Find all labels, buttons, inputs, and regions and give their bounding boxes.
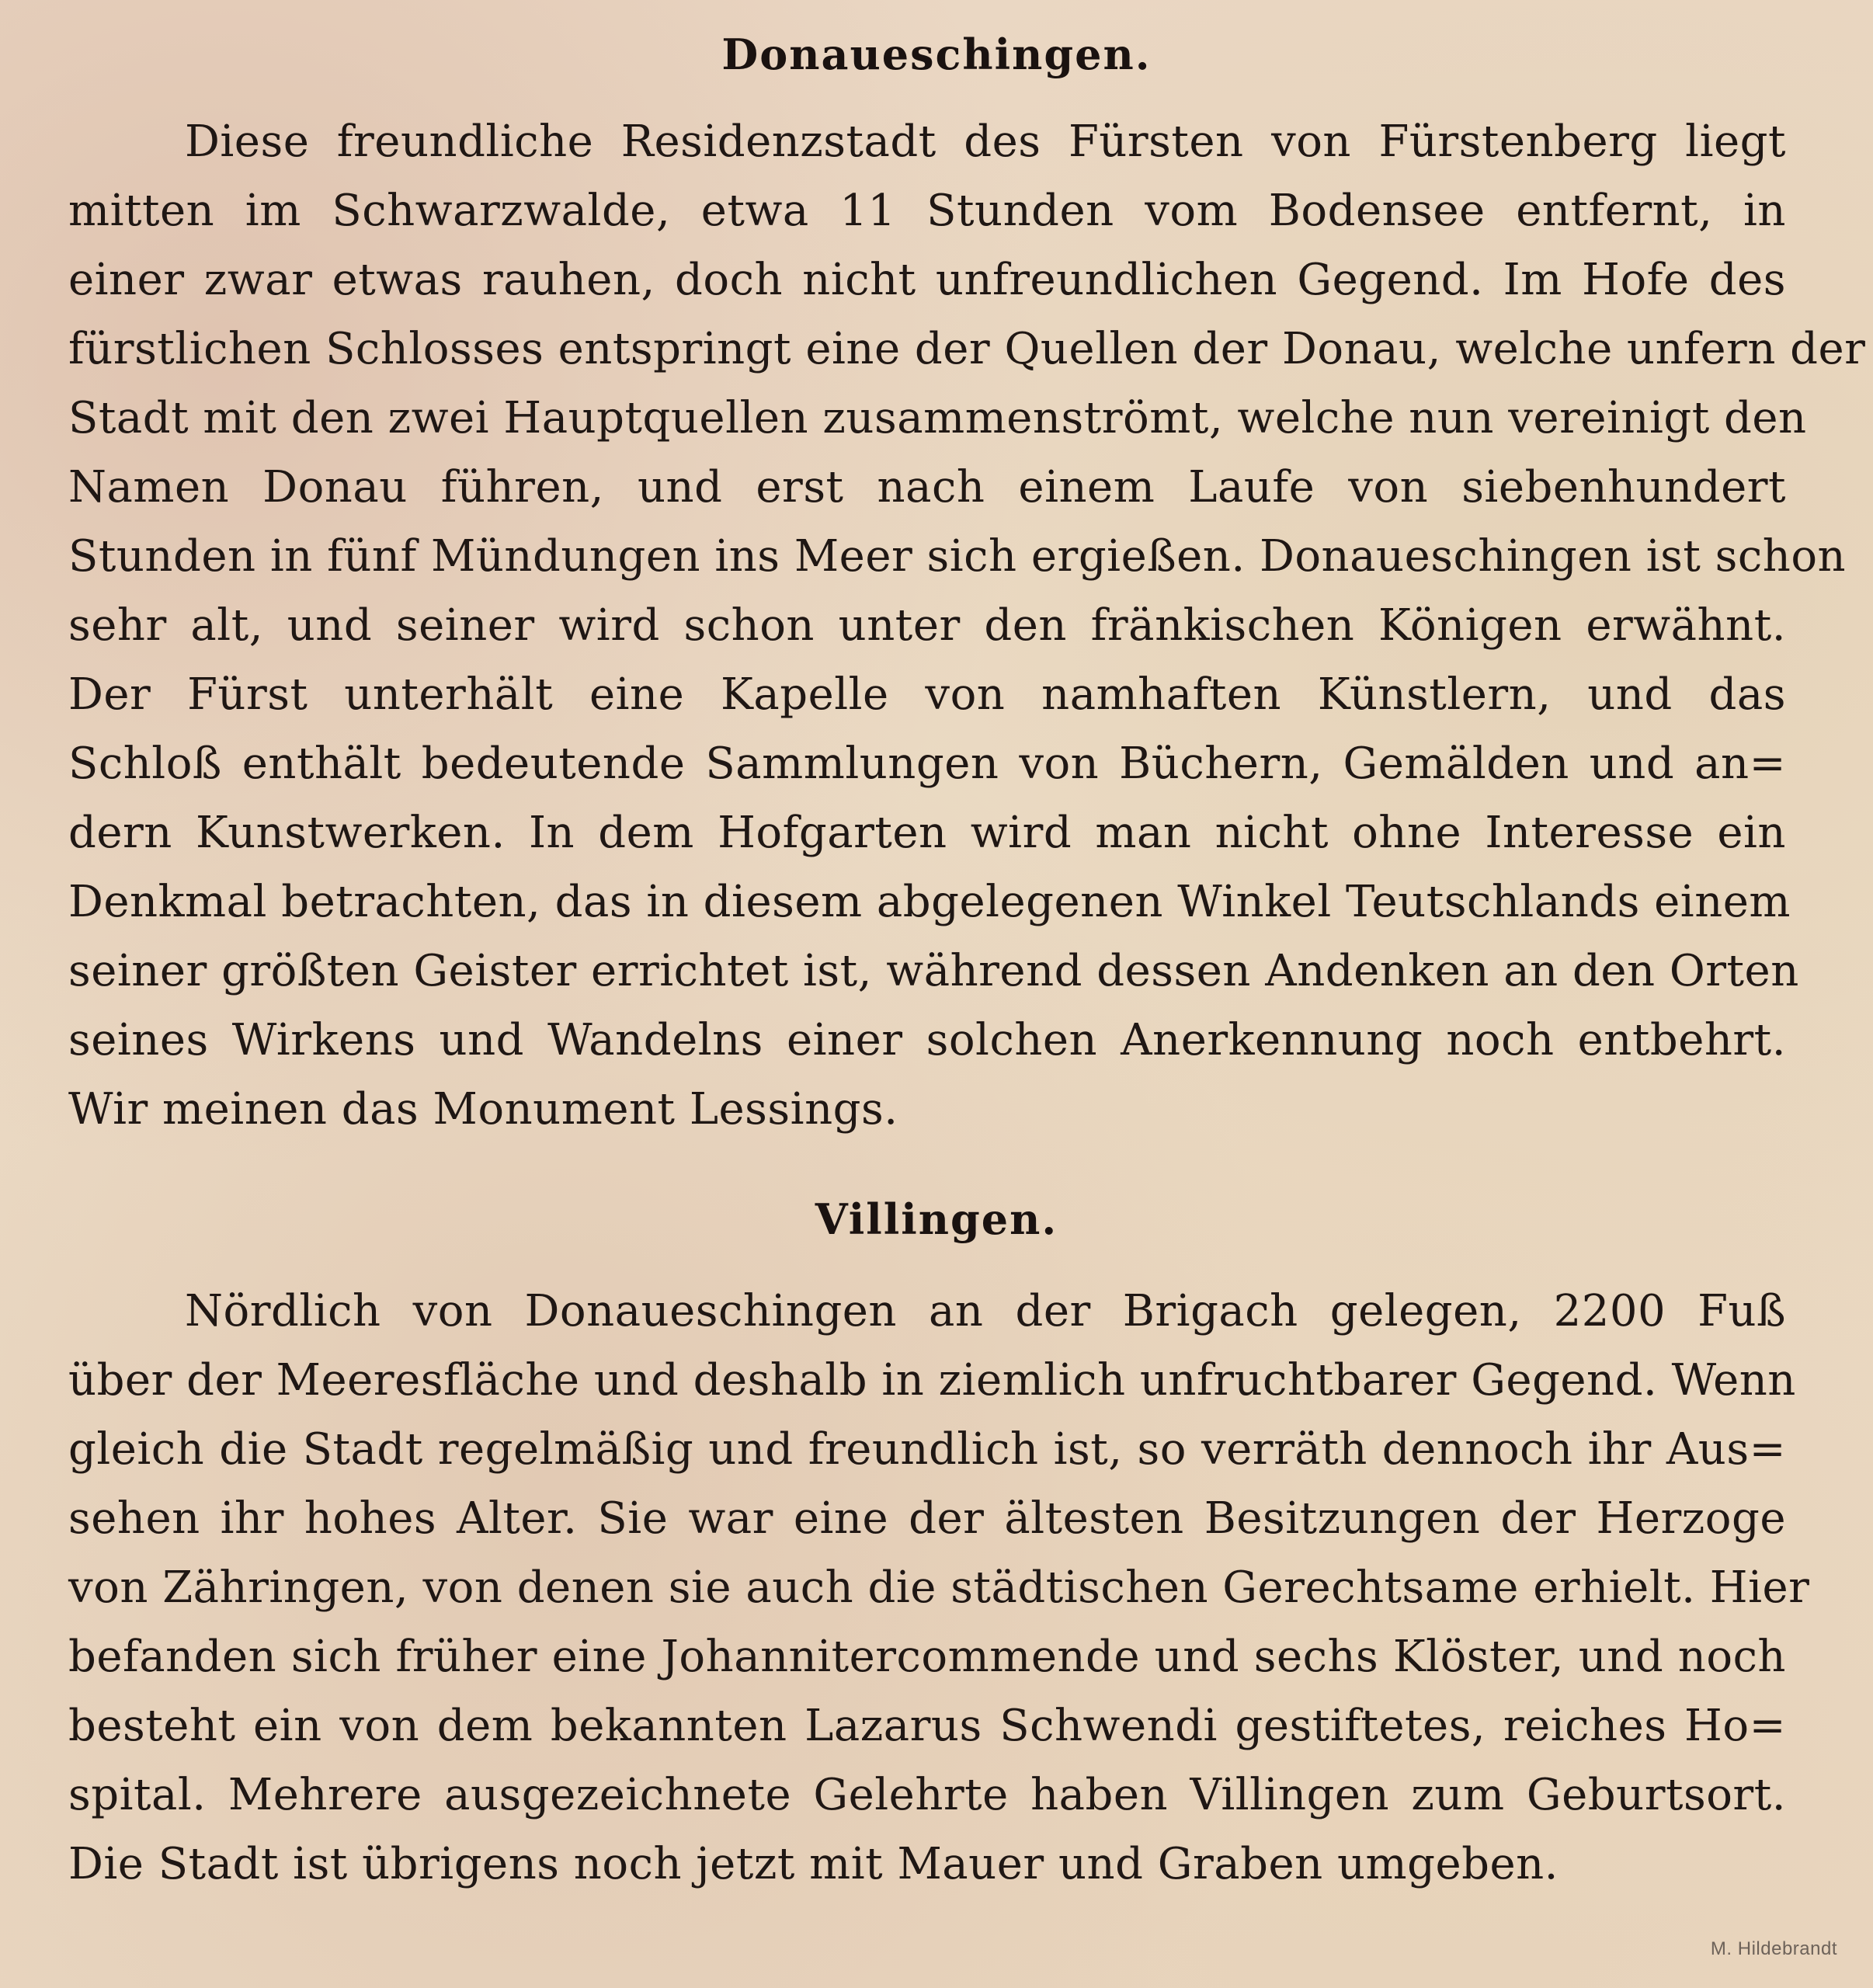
text-line: mitten im Schwarzwalde, etwa 11 Stunden vom Bodensee entfernt, in bbox=[68, 186, 1786, 236]
text-line: Der Fürst unterhält eine Kapelle von namhaften Künstlern, und das bbox=[68, 669, 1786, 720]
text-line: gleich die Stadt regelmäßig und freundlich ist, so verräth dennoch ihr Aus= bbox=[68, 1424, 1786, 1475]
paragraph-donaueschingen bbox=[68, 107, 1866, 1144]
section-heading-villingen: Villingen. bbox=[815, 1194, 1058, 1244]
text-line: dern Kunstwerken. In dem Hofgarten wird man nicht ohne Interesse ein bbox=[68, 808, 1786, 858]
text-line: Nördlich von Donaueschingen an der Brigach gelegen, 2200 Fuß bbox=[185, 1286, 1786, 1336]
text-line: seiner größten Geister errichtet ist, während dessen Andenken an den Orten bbox=[68, 946, 1799, 996]
text-line: über der Meeresfläche und deshalb in ziemlich unfruchtbarer Gegend. Wenn bbox=[68, 1355, 1796, 1406]
text-line: Diese freundliche Residenzstadt des Fürsten von Fürstenberg liegt bbox=[185, 116, 1786, 167]
text-line: fürstlichen Schlosses entspringt eine der Quellen der Donau, welche unfern der bbox=[68, 324, 1866, 374]
text-line: besteht ein von dem bekannten Lazarus Schwendi gestiftetes, reiches Ho= bbox=[68, 1701, 1786, 1751]
text-line: seines Wirkens und Wandelns einer solchen Anerkennung noch entbehrt. bbox=[68, 1015, 1786, 1065]
text-line: Denkmal betrachten, das in diesem abgelegenen Winkel Teutschlands einem bbox=[68, 877, 1791, 927]
text-line: Stunden in fünf Mündungen ins Meer sich ergießen. Donaueschingen ist schon bbox=[68, 531, 1847, 582]
text-line: befanden sich früher eine Johannitercommende und sechs Klöster, und noch bbox=[68, 1632, 1786, 1682]
text-line: Schloß enthält bedeutende Sammlungen von Büchern, Gemälden und an= bbox=[68, 739, 1786, 789]
text-line: sehen ihr hohes Alter. Sie war eine der ältesten Besitzungen der Herzoge bbox=[68, 1493, 1786, 1544]
text-line: Die Stadt ist übrigens noch jetzt mit Mauer und Graben umgeben. bbox=[68, 1839, 1559, 1889]
text-line: Namen Donau führen, und erst nach einem Laufe von siebenhundert bbox=[68, 462, 1786, 513]
text-line: spital. Mehrere ausgezeichnete Gelehrte haben Villingen zum Geburtsort. bbox=[68, 1770, 1786, 1820]
text-line: sehr alt, und seiner wird schon unter den fränkischen Königen erwähnt. bbox=[68, 600, 1786, 651]
text-line: einer zwar etwas rauhen, doch nicht unfreundlichen Gegend. Im Hofe des bbox=[68, 255, 1786, 305]
text-line: Stadt mit den zwei Hauptquellen zusammenströmt, welche nun vereinigt den bbox=[68, 393, 1807, 443]
text-line: Wir meinen das Monument Lessings. bbox=[68, 1084, 898, 1135]
paragraph-villingen bbox=[68, 1277, 1810, 1899]
text-line: von Zähringen, von denen sie auch die städtischen Gerechtsame erhielt. Hier bbox=[68, 1562, 1810, 1613]
watermark-credit: M. Hildebrandt bbox=[1710, 1938, 1837, 1959]
section-heading-donaueschingen: Donaueschingen. bbox=[721, 30, 1152, 79]
